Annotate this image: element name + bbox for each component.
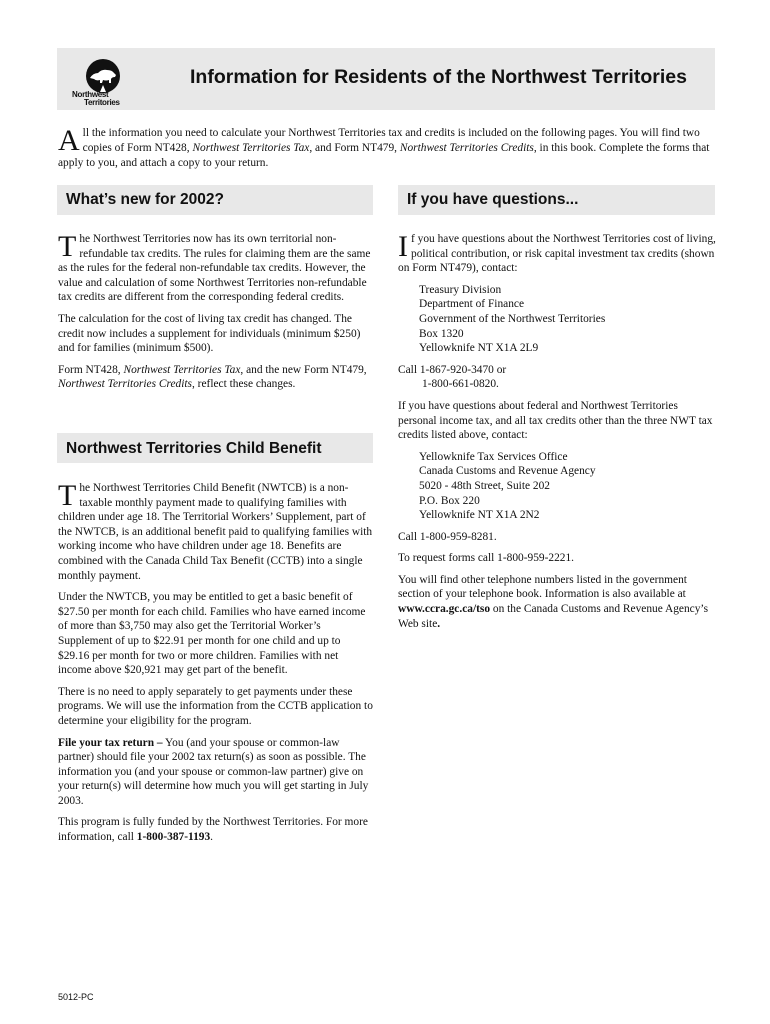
address-line: Box 1320 [419,327,464,340]
address-line: Government of the Northwest Territories [419,312,606,325]
child-benefit-paragraph-5: This program is fully funded by the Northwest Territories. For more information, call 1-800-387-1193. [58,816,368,844]
tax-office-address [419,450,716,523]
questions-heading: If you have questions... [407,191,579,208]
child-benefit-paragraph-3: There is no need to apply separately to get payments under these programs. We will use the information from the CCTB application to determine your eligibility for the program. [58,685,373,727]
form-code: 5012-PC [58,992,94,1002]
address-line: Yellowknife NT X1A 2L9 [419,342,539,355]
child-benefit-paragraph-4: File your tax return – You (and your spouse or common-law partner) should file your 2002 tax return(s) as soon as possible. The information you (and your spouse or common-law partner) give on your return(s) will determine how much you will get starting in July 2003. [58,736,369,807]
intro-paragraph: All the information you need to calculate your Northwest Territories tax and credits is included on the following pages. You will find two copies of Form NT428, Northwest Territories Tax, and Form NT479, Northwest Territories Credits, in this book. Complete the forms that apply to you, and attach a copy to your return. [58,124,710,169]
dropcap: A [58,124,80,157]
logo-text-line-2: Territories [84,98,120,107]
treasury-address [419,283,716,356]
address-line: Canada Customs and Revenue Agency [419,465,596,478]
child-benefit-heading: Northwest Territories Child Benefit [66,440,322,457]
tax-office-phone: Call 1-800-959-8281. [398,530,497,543]
whats-new-section [58,232,373,399]
whats-new-paragraph-3: Form NT428, Northwest Territories Tax, and the new Form NT479, Northwest Territories Credits, reflect these changes. [58,363,367,391]
questions-paragraph-3: You will find other telephone numbers listed in the government section of your telephone book. Information is also available at www.ccra.gc.ca/tso on the Canada Customs and Revenue Agency’s Web site. [398,573,709,630]
whats-new-paragraph-1: The Northwest Territories now has its own territorial non-refundable tax credits. The rules for claiming them are the same as the rules for the federal non-refundable tax credits. However, the value and calculation of some Northwest Territories non-refundable tax credits are different from the corresponding federal credits. [58,230,371,304]
child-benefit-paragraph-2: Under the NWTCB, you may be entitled to get a basic benefit of $27.50 per month for each child. Families who have earned income of more than $3,750 may also get the Territorial Worker’s Supplement of up to $22.91 per month for one child and up to $29.16 per month for two or more children. Families with net income above $20,921 may get part of the benefit. [58,591,366,677]
whats-new-heading: What’s new for 2002? [66,191,224,208]
address-line: Yellowknife NT X1A 2N2 [419,509,540,522]
forms-phone: To request forms call 1-800-959-2221. [398,552,575,565]
address-line: Treasury Division [419,283,502,296]
child-benefit-paragraph-1: The Northwest Territories Child Benefit (NWTCB) is a non-taxable monthly payment made to qualifying families with children under age 18. The Territorial Workers’ Supplement, part of the NWTCB, is an additional benefit paid to qualifying families with working income who have children under age 18. Benefits are combined with the Canada Child Tax Benefit (CCTB) into a single monthly payment. [58,479,373,582]
address-line: 5020 - 48th Street, Suite 202 [419,479,550,492]
address-line: P.O. Box 220 [419,494,480,507]
questions-paragraph-1: If you have questions about the Northwest Territories cost of living, political contribution, or risk capital investment tax credits (shown on Form NT479), contact: [398,230,716,275]
address-line: Yellowknife Tax Services Office [419,450,568,463]
treasury-phone: Call 1-867-920-3470 or 1-800-661-0820. [398,363,507,391]
tso-web-link: www.ccra.gc.ca/tso [398,603,491,616]
questions-paragraph-2: If you have questions about federal and Northwest Territories personal income tax, and all tax credits other than the three NWT tax credits listed above, contact: [398,399,713,442]
child-benefit-section [58,481,373,852]
page-title: Information for Residents of the Northwest Territories [190,66,687,88]
logo-text-line-1: Northwest [72,90,109,99]
logo-text [72,91,120,107]
whats-new-paragraph-2: The calculation for the cost of living tax credit has changed. The credit now includes a supplement for individuals (minimum $250) and for families (minimum $500). [58,312,361,355]
address-line: Department of Finance [419,298,525,311]
questions-section [398,232,716,638]
